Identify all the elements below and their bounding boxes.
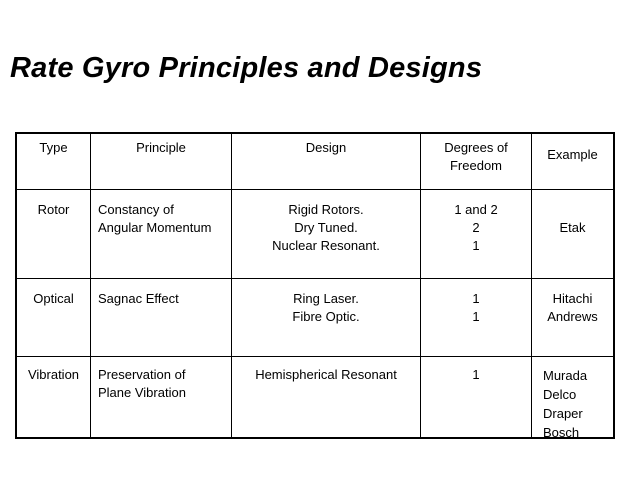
text-line: Nuclear Resonant. xyxy=(272,238,380,253)
text-line: Andrews xyxy=(547,309,598,324)
text-line: 2 xyxy=(472,220,480,235)
text-line: Murada xyxy=(543,368,588,383)
header-degrees-line1: Degrees of xyxy=(444,140,508,155)
column-divider xyxy=(90,134,91,437)
text-line: 1 and 2 xyxy=(454,202,498,217)
text-line: 1 xyxy=(472,238,480,253)
text-line: 1 xyxy=(472,291,480,306)
vibration-principle xyxy=(98,366,231,402)
header-example: Example xyxy=(547,147,598,162)
text-line: Bosch xyxy=(543,425,580,440)
text-line: Dry Tuned. xyxy=(294,220,358,235)
row-divider xyxy=(17,278,613,279)
column-divider xyxy=(420,134,421,437)
optical-design xyxy=(232,290,420,326)
vibration-design xyxy=(232,366,420,384)
header-degrees-line2: Freedom xyxy=(449,158,503,173)
row-divider xyxy=(17,356,613,357)
rotor-type: Rotor xyxy=(37,202,70,217)
column-divider xyxy=(531,134,532,437)
text-line: Draper xyxy=(543,406,583,421)
page-title: Rate Gyro Principles and Designs xyxy=(10,52,483,84)
rotor-example xyxy=(532,219,613,237)
text-line: 1 xyxy=(472,367,480,382)
vibration-degrees xyxy=(421,366,531,384)
rotor-design xyxy=(232,201,420,255)
optical-example xyxy=(532,290,613,326)
header-design: Design xyxy=(305,140,347,155)
optical-principle xyxy=(98,290,231,308)
text-line: 1 xyxy=(472,309,480,324)
gyro-table xyxy=(15,132,615,439)
text-line: Plane Vibration xyxy=(98,385,186,400)
text-line: Sagnac Effect xyxy=(98,291,179,306)
optical-type: Optical xyxy=(33,291,74,306)
text-line: Hemispherical Resonant xyxy=(255,367,397,382)
text-line: Rigid Rotors. xyxy=(288,202,364,217)
header-degrees-of-freedom xyxy=(421,139,531,175)
optical-degrees xyxy=(421,290,531,326)
vibration-type: Vibration xyxy=(27,367,80,382)
text-line: Preservation of xyxy=(98,367,186,382)
text-line: Hitachi xyxy=(552,291,593,306)
text-line: Angular Momentum xyxy=(98,220,212,235)
text-line: Constancy of xyxy=(98,202,174,217)
text-line: Delco xyxy=(543,387,577,402)
header-principle: Principle xyxy=(136,140,186,155)
column-divider xyxy=(231,134,232,437)
vibration-example xyxy=(543,366,613,442)
rotor-principle xyxy=(98,201,231,237)
rotor-degrees xyxy=(421,201,531,255)
text-line: Fibre Optic. xyxy=(292,309,360,324)
text-line: Ring Laser. xyxy=(293,291,359,306)
header-type: Type xyxy=(39,140,68,155)
row-divider xyxy=(17,189,613,190)
text-line: Etak xyxy=(559,220,586,235)
